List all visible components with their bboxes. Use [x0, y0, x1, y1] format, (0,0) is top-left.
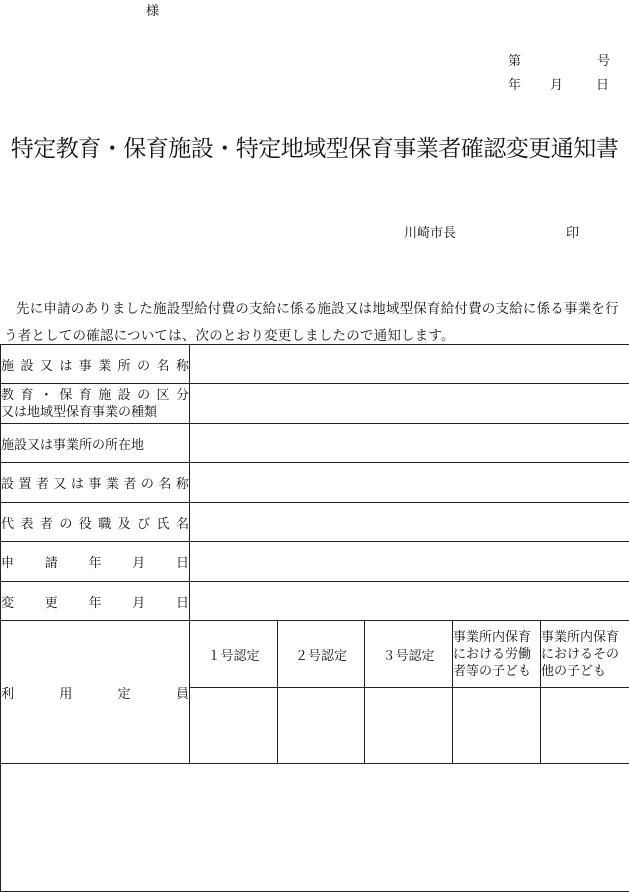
label-char: 施 [98, 387, 111, 404]
label-char: 月 [132, 592, 145, 611]
label-application-date [1, 542, 190, 582]
label-char: 名 [158, 473, 171, 492]
header-workplace-employee-children: 事業所内保育における労働者等の子ども [453, 621, 541, 688]
label-char: 設 [118, 387, 131, 404]
label-char: 請 [45, 552, 58, 571]
label-char: 及 [118, 513, 131, 532]
label-char: 区 [157, 387, 170, 404]
label-char: 置 [18, 473, 31, 492]
label-char: ・ [40, 387, 53, 404]
header-workplace-other-children: 事業所内保育におけるその他の子ども [541, 621, 629, 688]
label-char: 教 [1, 387, 14, 404]
header-cert-1: １号認定 [190, 621, 278, 688]
label-char: 役 [79, 513, 92, 532]
number-suffix: 号 [597, 50, 610, 69]
label-char: 保 [59, 387, 72, 404]
label-char: 表 [20, 513, 33, 532]
row-facility-name [1, 345, 629, 384]
label-char: 所 [118, 355, 131, 374]
value-facility-address[interactable] [190, 424, 629, 463]
value-application-date[interactable] [190, 542, 629, 582]
value-cert-3[interactable] [365, 688, 453, 764]
value-change-date[interactable] [190, 582, 629, 621]
value-workplace-other-children[interactable] [541, 688, 629, 764]
label-facility-name [1, 345, 190, 384]
label-char: 更 [45, 592, 58, 611]
label-char: 利 [1, 683, 14, 702]
label-char: 申 [1, 552, 14, 571]
label-char: 称 [176, 473, 189, 492]
header-cert-3: ３号認定 [365, 621, 453, 688]
value-representative[interactable] [190, 503, 629, 542]
label-char: 職 [98, 513, 111, 532]
label-char: 定 [118, 683, 131, 702]
label-operator-name [1, 463, 190, 503]
label-capacity [1, 621, 190, 764]
date-day: 日 [596, 74, 609, 93]
label-char: び [137, 513, 150, 532]
label-char: は [71, 473, 84, 492]
label-char: 員 [176, 683, 189, 702]
label-char: の [59, 513, 72, 532]
label-facility-category [1, 384, 190, 424]
label-char: 又 [40, 355, 53, 374]
row-representative [1, 503, 629, 542]
label-char: 者 [36, 473, 49, 492]
row-facility-category [1, 384, 629, 424]
label-char: 年 [88, 552, 101, 571]
label-char: 日 [176, 592, 189, 611]
label-char: 名 [157, 355, 170, 374]
issuer-seal: 印 [566, 222, 579, 241]
label-char: 名 [176, 513, 189, 532]
label-char: 者 [123, 473, 136, 492]
label-char: 業 [98, 355, 111, 374]
label-char: 用 [59, 683, 72, 702]
value-facility-category[interactable] [190, 384, 629, 424]
value-remarks[interactable] [1, 764, 629, 892]
label-facility-address: 施設又は事業所の所在地 [1, 424, 190, 463]
label-char: 事 [88, 473, 101, 492]
date-month: 月 [550, 74, 563, 93]
label-char: 設 [20, 355, 33, 374]
document-title: 特定教育・保育施設・特定地域型保育事業者確認変更通知書 [0, 130, 629, 163]
label-char: 分 [176, 387, 189, 404]
row-operator-name [1, 463, 629, 503]
confirmation-table [0, 344, 629, 892]
label-char: 代 [1, 513, 14, 532]
value-facility-name[interactable] [190, 345, 629, 384]
label-char: 又 [53, 473, 66, 492]
row-change-date [1, 582, 629, 621]
label-change-date [1, 582, 190, 621]
label-facility-category-line2: 又は地域型保育事業の種類 [1, 404, 189, 421]
value-operator-name[interactable] [190, 463, 629, 503]
label-char: 業 [106, 473, 119, 492]
label-char: 称 [176, 355, 189, 374]
value-cert-2[interactable] [278, 688, 365, 764]
row-application-date [1, 542, 629, 582]
issuer-name: 川崎市長 [404, 222, 456, 241]
label-char: 者 [40, 513, 53, 532]
label-char: の [137, 387, 150, 404]
header-cert-2: ２号認定 [278, 621, 365, 688]
value-workplace-employee-children[interactable] [453, 688, 541, 764]
notice-body: 先に申請のありました施設型給付費の支給に係る施設又は地域型保育給付費の支給に係る事業を行う者としての確認については、次のとおり変更しましたので通知します。 [4, 296, 626, 350]
label-char: の [137, 355, 150, 374]
date-year: 年 [508, 74, 521, 93]
recipient-sama: 様 [146, 0, 159, 19]
label-char: 変 [1, 592, 14, 611]
label-char: 年 [88, 592, 101, 611]
value-cert-1[interactable] [190, 688, 278, 764]
label-char: 氏 [157, 513, 170, 532]
label-char: 施 [1, 355, 14, 374]
label-representative [1, 503, 190, 542]
row-remarks [1, 764, 629, 892]
label-char: 月 [132, 552, 145, 571]
label-char: 日 [176, 552, 189, 571]
label-char: 事 [79, 355, 92, 374]
label-char: 設 [1, 473, 14, 492]
label-char: は [59, 355, 72, 374]
label-char: の [141, 473, 154, 492]
row-capacity-headers [1, 621, 629, 688]
label-char: 育 [20, 387, 33, 404]
row-facility-address [1, 424, 629, 463]
label-char: 育 [79, 387, 92, 404]
number-prefix: 第 [508, 50, 521, 69]
